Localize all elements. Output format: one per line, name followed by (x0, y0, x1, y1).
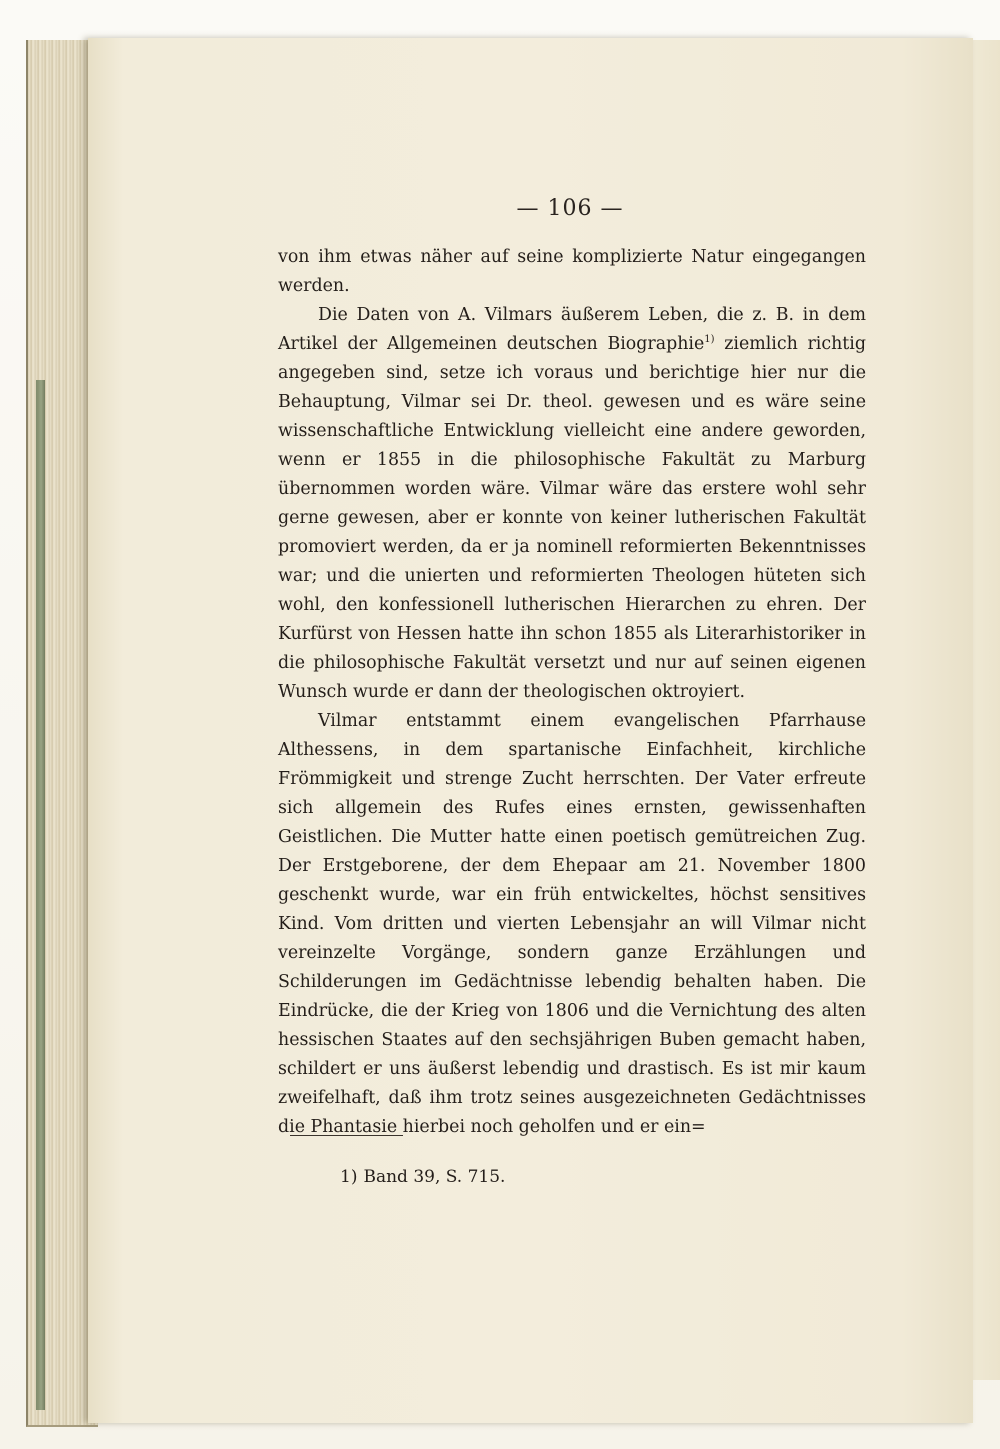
paragraph-1: von ihm etwas näher auf seine komplizierte Natur eingegangen werden. (278, 247, 866, 296)
footnote-mark: 1) (340, 1167, 358, 1187)
body-text (278, 243, 866, 1142)
footnote-text: Band 39, S. 715. (363, 1167, 506, 1187)
paragraph-2 (278, 301, 866, 707)
page-number: — 106 — (516, 196, 624, 221)
binding-strip (36, 380, 45, 1410)
paragraph-2-part-a: Die Daten von A. Vilmars äußerem Leben, die z. B. in dem Artikel der Allgemeinen deutschen Biographie (278, 305, 866, 354)
footnote-divider (290, 1135, 403, 1136)
footnote (340, 1167, 505, 1187)
paragraph-3: Vilmar entstammt einem evangelischen Pfarrhause Althessens, in dem spartanische Einfachheit, kirchliche Frömmigkeit und strenge Zucht herrschten. Der Vater erfreute sich allgemein des Rufes eines ernsten, gewissenhaften Geistlichen. Die Mutter hatte einen poetisch gemütreichen Zug. Der Erstgeborene, der dem Ehepaar am 21. November 1800 geschenkt wurde, war ein früh entwickeltes, höchst sensitives Kind. Vom dritten und vierten Lebensjahr an will Vilmar nicht vereinzelte Vorgänge, sondern ganze Erzählungen und Schilderungen im Gedächtnisse lebendig behalten haben. Die Eindrücke, die der Krieg von 1806 und die Vernichtung des alten hessischen Staates auf den sechsjährigen Buben gemacht haben, schildert er uns äußerst lebendig und drastisch. Es ist mir kaum zweifelhaft, daß ihm trotz seines ausgezeichneten Gedächtnisses die Phantasie hierbei noch geholfen und er ein= (278, 711, 866, 1137)
paragraph-2-part-b: ziemlich richtig angegeben sind, setze ich voraus und berichtige hier nur die Behauptung, Vilmar sei Dr. theol. gewesen und es wäre seine wissenschaftliche Entwicklung vielleicht eine andere geworden, wenn er 1855 in die philosophische Fakultät zu Marburg übernommen worden wäre. Vilmar wäre das erstere wohl sehr gerne gewesen, aber er konnte von keiner lutherischen Fakultät promoviert werden, da er ja nominell reformierten Bekenntnisses war; und die unierten und reformierten Theologen hüteten sich wohl, den konfessionell lutherischen Hierarchen zu ehren. Der Kurfürst von Hessen hatte ihn schon 1855 als Literarhistoriker in die philosophische Fakultät versetzt und nur auf seinen eigenen Wunsch wurde er dann der theologischen oktroyiert. (278, 334, 866, 702)
footnote-reference: 1) (704, 334, 715, 346)
